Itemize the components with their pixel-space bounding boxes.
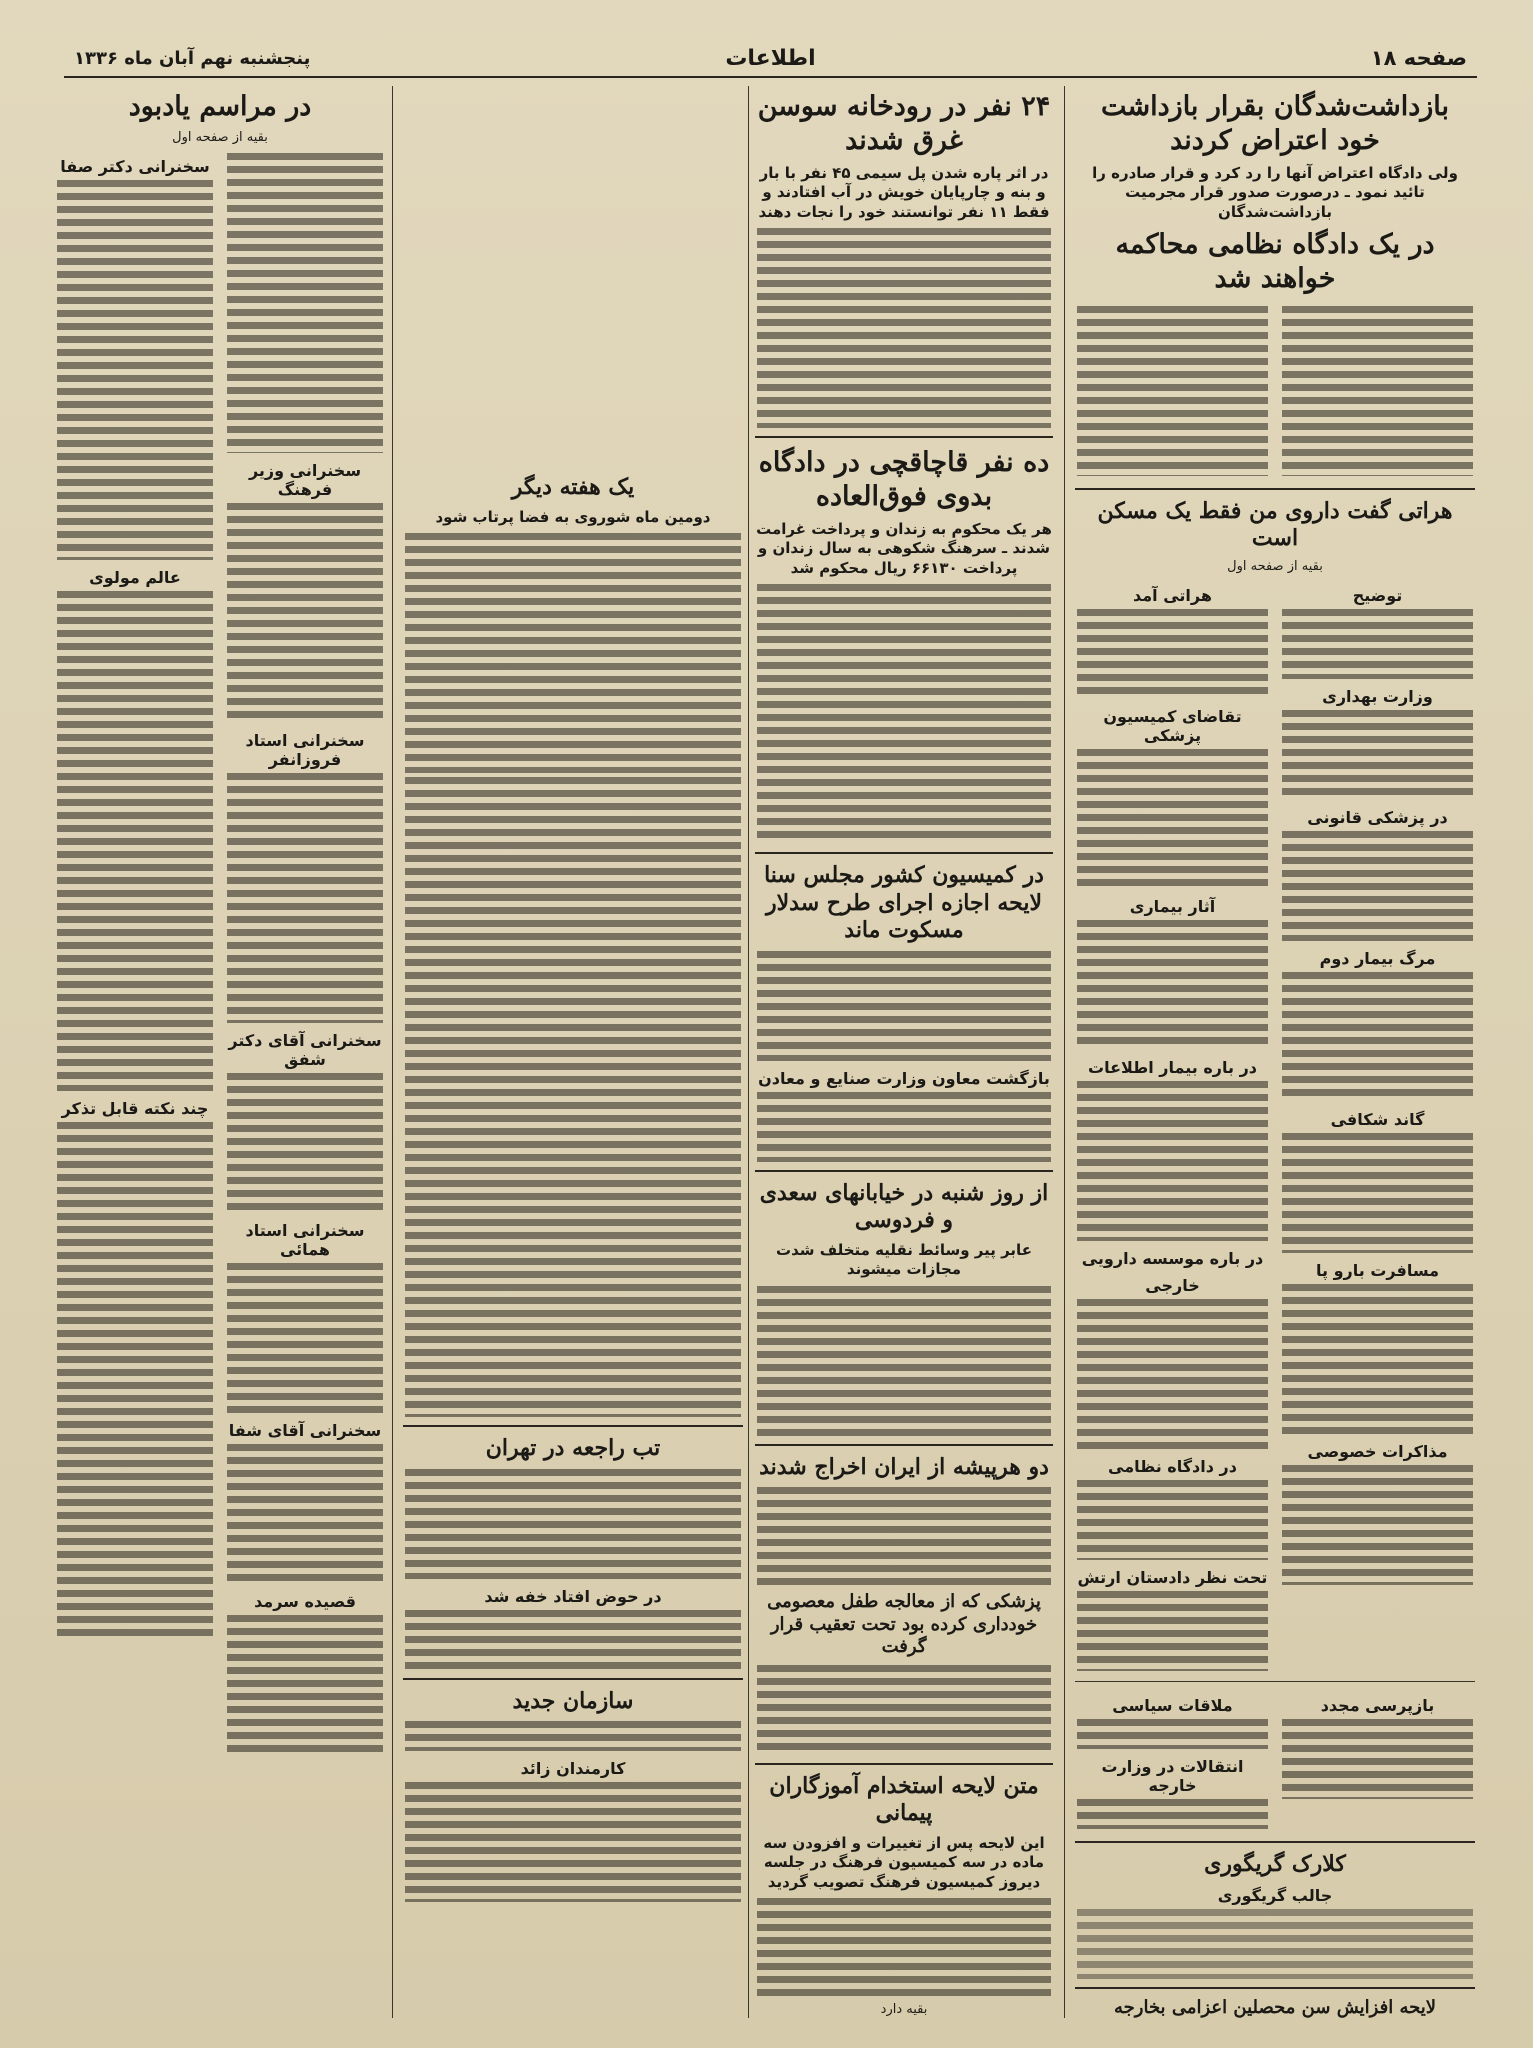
subhead-soviet-moon: دومین ماه شوروی به فضا پرتاب شود (435, 507, 711, 526)
divider (755, 1170, 1053, 1172)
article-body (1077, 306, 1268, 476)
article-body (757, 1092, 1051, 1162)
headline-relapsing-fever: تب راجعه در تهران (485, 1435, 661, 1461)
column-middle-right (755, 86, 1053, 2018)
article-body (1282, 1133, 1473, 1253)
section-tahqiq: تحت نظر دادستان ارتش (1077, 1567, 1268, 1587)
section-mozakerat: مذاکرات خصوصی (1307, 1441, 1448, 1461)
article-body (405, 1721, 741, 1751)
headline-saadi-ferdowsi: از روز شنبه در خیابانهای سعدی و فردوسی (759, 1179, 1049, 1233)
article-body (405, 1469, 741, 1579)
section-molaqat: ملاقات سیاسی (1112, 1695, 1233, 1715)
article-body (227, 153, 383, 453)
article-body (405, 777, 741, 1417)
section-mosaferat: مسافرت بارو پا (1315, 1260, 1440, 1280)
divider (1075, 1681, 1475, 1682)
headline-memorial: در مراسم یادبود (128, 91, 312, 122)
section-shafaq: سخنرانی آقای دکتر شفق (228, 1030, 382, 1069)
section-jaleh: جالب گریگوری (1217, 1886, 1333, 1905)
article-body (227, 773, 383, 1023)
section-farhang: سخنرانی وزیر فرهنگ (248, 460, 362, 499)
section-chand: چند نکته قابل تذکر (61, 1098, 209, 1118)
article-body (1077, 749, 1268, 889)
section-bimar: مرگ بیمار دوم (1319, 948, 1436, 968)
article-body (1077, 1799, 1268, 1829)
headline-drowning: ۲۴ نفر در رودخانه سوسن غرق شدند (757, 91, 1051, 156)
subhead-detainees: ولی دادگاه اعتراض آنها را رد کرد و قرار صادره را تائید نمود ـ درصورت صدور قرار مجرمیت بازداشت‌شدگان (1092, 163, 1458, 221)
section-foroozanfar: سخنرانی استاد فروزانفر (245, 730, 365, 769)
section-safa: سخنرانی دکتر صفا (60, 156, 210, 176)
article-body (57, 180, 213, 560)
article-body (757, 1487, 1051, 1587)
article-body (227, 1263, 383, 1413)
section-harati-came: هراتی آمد (1133, 585, 1212, 605)
issue-date: پنجشنبه نهم آبان ماه ۱۳۳۶ (74, 48, 311, 69)
article-body (1282, 710, 1473, 800)
divider (403, 1678, 743, 1680)
subhead-smugglers: هر یک محکوم به زندان و پرداخت غرامت شدند ـ سرهنگ شکوهی به سال زندان و پرداخت ۶۶۱۳۰ ریال محکوم شد (756, 519, 1052, 577)
newspaper-name: اطلاعات (725, 46, 816, 71)
article-body (405, 533, 741, 773)
section-taghaza: تقاضای کمیسیون پزشکی (1103, 706, 1242, 745)
continued-note: بقیه دارد (880, 2002, 928, 2017)
article-body (405, 1610, 741, 1670)
divider (755, 1763, 1053, 1765)
section-etelaat: در باره بیمار اطلاعات (1087, 1057, 1257, 1077)
section-gand: گاند شکافی (1330, 1109, 1425, 1129)
article-body (1077, 1909, 1473, 1979)
continuation-note: بقیه از صفحه اول (172, 129, 268, 145)
article-body (1077, 609, 1268, 699)
section-karmand: کارمندان زائد (520, 1759, 626, 1778)
article-body (1282, 1465, 1473, 1585)
divider (1075, 1987, 1475, 1989)
divider (1075, 1841, 1475, 1843)
article-body (1077, 1299, 1268, 1449)
column-rule (1064, 86, 1065, 2018)
article-body (1077, 920, 1268, 1050)
headline-doctor-prosecuted: پزشکی که از معالجه طفل معصومی خودداری کرده بود تحت تعقیب قرار گرفت (767, 1591, 1041, 1657)
column-right (1075, 86, 1475, 2018)
article-body (757, 1665, 1051, 1755)
article-body (405, 1782, 741, 1902)
subhead-drowning: در اثر پاره شدن پل سیمی ۴۵ نفر با بار و بنه و چارپایان خویش در آب افتادند و فقط ۱۱ نفر توانستند خود را نجات دهند (758, 163, 1050, 221)
article-body (227, 1073, 383, 1213)
section-enteqalat: انتقالات در وزارت خارجه (1101, 1756, 1244, 1795)
article-body (227, 1444, 383, 1584)
article-body (757, 1898, 1051, 1998)
section-khareji: خارجی (1145, 1275, 1200, 1295)
headline-actors-expelled: دو هرپیشه از ایران اخراج شدند (759, 1453, 1049, 1480)
section-dadgah: در دادگاه نظامی (1108, 1456, 1237, 1476)
article-body (57, 1122, 213, 1642)
subhead-teachers-bill: این لایحه پس از تغییرات و افزودن سه ماده در سه کمیسیون فرهنگ در جلسه دیروز کمیسیون فرهنگ تصویب گردید (763, 1833, 1045, 1891)
article-body (1282, 972, 1473, 1102)
headline-detainees: بازداشت‌شدگان بقرار بازداشت خود اعتراض کردند (1101, 91, 1449, 156)
section-homaei: سخنرانی استاد همائی (245, 1220, 365, 1259)
headline-clark-gregory: کلارک گریگوری (1204, 1850, 1346, 1877)
masthead (64, 46, 1477, 78)
section-qasideh: قصیده سرمد (254, 1591, 356, 1611)
section-alem: عالم مولوی (89, 567, 181, 587)
section-tozih: توضیح (1352, 585, 1403, 605)
article-body (227, 1615, 383, 1755)
section-ghanooni: در پزشکی قانونی (1307, 807, 1448, 827)
article-body (1077, 1081, 1268, 1241)
headline-new-organization: سازمان جدید (512, 1687, 634, 1714)
divider (1075, 488, 1475, 490)
headline-smugglers: ده نفر قاچاقچی در دادگاه بدوی فوق‌العاده (758, 447, 1050, 512)
section-shafa: سخنرانی آقای شفا (228, 1420, 382, 1440)
divider (403, 1425, 743, 1427)
section-asar: آثار بیماری (1129, 896, 1216, 916)
divider (755, 436, 1053, 438)
section-bazgasht: بازگشت معاون وزارت صنایع و معادن (758, 1068, 1050, 1088)
column-left (55, 86, 385, 2018)
article-body (757, 951, 1051, 1061)
article-body (1077, 1719, 1268, 1749)
article-body (757, 1286, 1051, 1436)
subhead-saadi-ferdowsi: عابر پیر وسائط نقلیه متخلف شدت مجازات میشوند (776, 1240, 1032, 1278)
article-body (1282, 1284, 1473, 1434)
article-body (757, 228, 1051, 428)
headline-students-abroad: لایحه افزایش سن محصلین اعزامی بخارجه (1113, 1997, 1437, 2018)
column-middle-left (403, 470, 743, 2018)
headline-drowned-pool: در حوض افتاد خفه شد (484, 1586, 662, 1606)
page-number: صفحه ۱۸ (1370, 46, 1467, 70)
headline-one-more-week: یک هفته دیگر (511, 474, 635, 500)
headline-military-court: در یک دادگاه نظامی محاکمه خواهند شد (1115, 229, 1435, 294)
column-rule (392, 86, 393, 2018)
article-body (1282, 1719, 1473, 1799)
article-body (1282, 306, 1473, 476)
headline-teachers-bill: متن لایحه استخدام آموزگاران پیمانی (769, 1772, 1039, 1826)
divider (755, 1444, 1053, 1446)
section-bazporsi: بازپرسی مجدد (1320, 1695, 1435, 1715)
article-body (757, 584, 1051, 844)
section-vezarat: وزارت بهداری (1322, 686, 1433, 706)
divider (755, 852, 1053, 854)
headline-harati: هراتی گفت داروی من فقط یک مسکن است (1097, 497, 1453, 551)
column-rule (748, 86, 749, 2018)
article-body (57, 591, 213, 1091)
headline-senate-commission: در کمیسیون کشور مجلس سنا لایحه اجازه اجرای طرح سدلار مسکوت ماند (764, 862, 1044, 943)
article-body (1077, 1591, 1268, 1671)
article-body (1077, 1480, 1268, 1560)
continuation-note: بقیه از صفحه اول (1227, 558, 1323, 574)
article-body (1282, 831, 1473, 941)
section-moasese: در باره موسسه دارویی (1081, 1248, 1264, 1268)
article-body (227, 503, 383, 723)
article-body (1282, 609, 1473, 679)
